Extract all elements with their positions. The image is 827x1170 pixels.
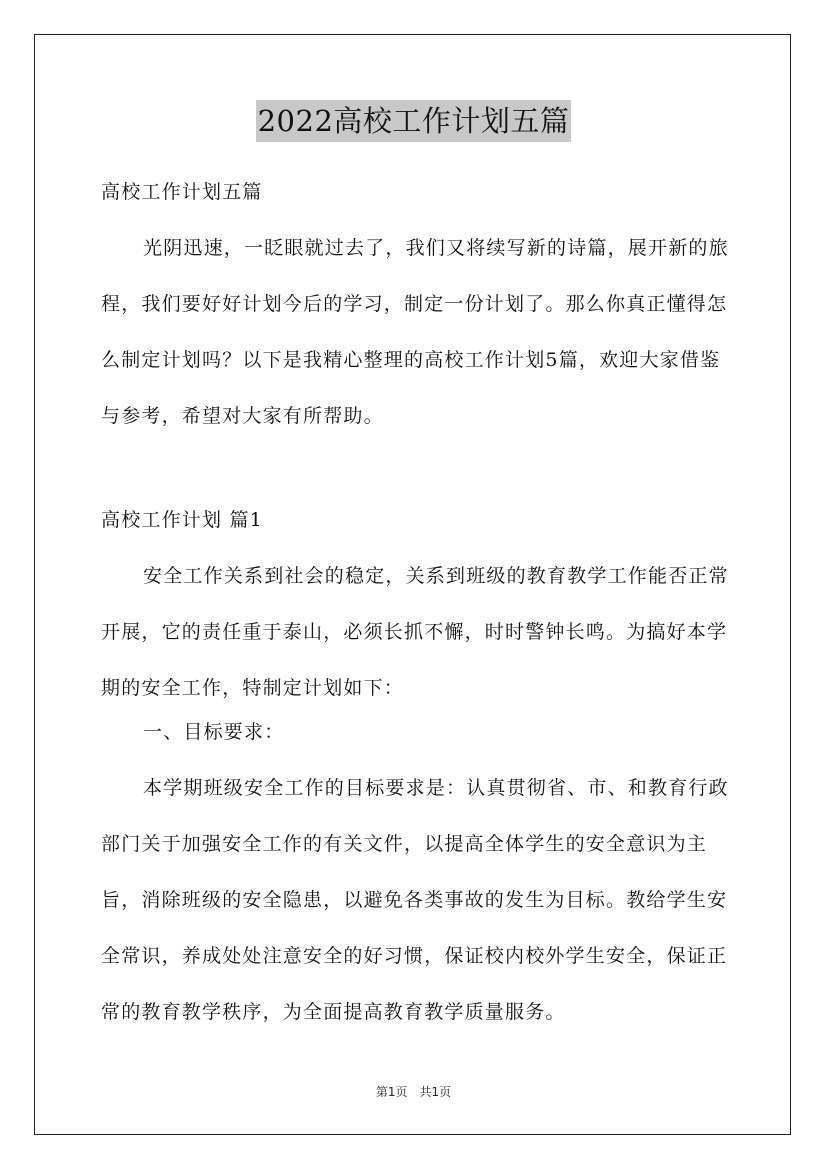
goal-heading: 一、目标要求： xyxy=(143,721,285,743)
section-1-heading: 高校工作计划 篇1 xyxy=(101,509,263,531)
page-footer xyxy=(0,1083,827,1100)
document-title: 2022高校工作计划五篇 xyxy=(256,100,572,142)
title-container xyxy=(0,100,827,142)
page-number-current: 第1页 xyxy=(375,1085,408,1099)
goal-paragraph: 本学期班级安全工作的目标要求是：认真贯彻省、市、和教育行政部门关于加强安全工作的有关文件，以提高全体学生的安全意识为主旨，消除班级的安全隐患，以避免各类事故的发生为目标。教给学生安全常识，养成处处注意安全的好习惯，保证校内校外学生安全，保证正常的教育教学秩序，为全面提高教育教学质量服务。 xyxy=(101,777,729,1023)
section-1-paragraph: 安全工作关系到社会的稳定，关系到班级的教育教学工作能否正常开展，它的责任重于泰山，必须长抓不懈，时时警钟长鸣。为搞好本学期的安全工作，特制定计划如下： xyxy=(101,565,729,699)
document-subtitle: 高校工作计划五篇 xyxy=(101,181,263,203)
intro-paragraph: 光阴迅速，一眨眼就过去了，我们又将续写新的诗篇，展开新的旅程，我们要好好计划今后的学习，制定一份计划了。那么你真正懂得怎么制定计划吗？以下是我精心整理的高校工作计划5篇，欢迎大家借鉴与参考，希望对大家有所帮助。 xyxy=(101,237,729,427)
page-number-total: 共1页 xyxy=(419,1085,452,1099)
